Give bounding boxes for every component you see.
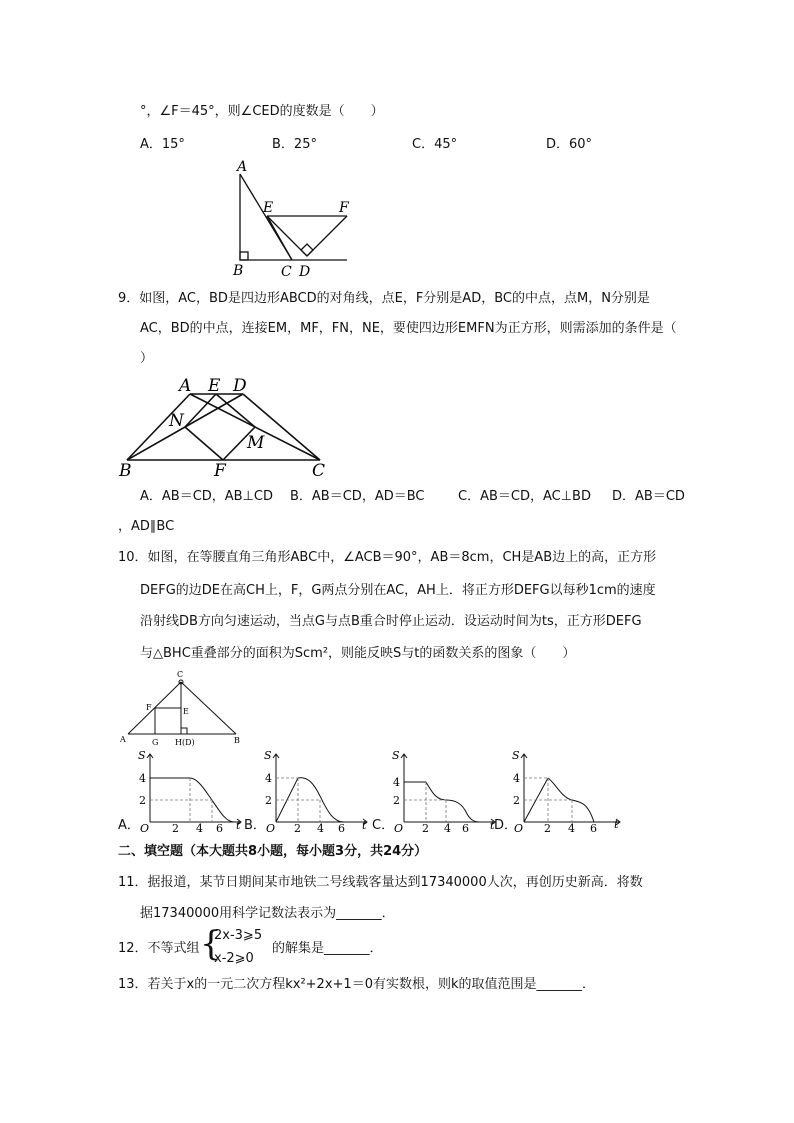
q12-brace: { [200,924,222,964]
q10-b-origin: O [266,822,276,832]
q10-a-xtick-2: 2 [172,822,179,832]
q9-label-f: F [214,461,226,480]
q10-line1: 10．如图，在等腰直角三角形ABC中，∠ACB＝90°，AB＝8cm，CH是AB边上的高，正方形 [118,550,657,565]
q9-line1: 9．如图，AC，BD是四边形ABCD的对角线，点E，F分别是AD，BC的中点，点M，N分别是 [118,291,650,306]
q9-label-a: A [179,376,192,396]
q10-label-f: F [146,703,152,712]
q9-label-c: C [312,461,326,480]
q10-c-ytick-4: 4 [393,776,400,789]
q8-label-c: C [281,264,292,280]
q8-option-a: A．15° [140,137,185,152]
q10-label-c: C [177,670,184,679]
q10-c-xtick-6: 6 [462,822,469,832]
q9-label-b: B [119,461,132,480]
q10-a-xlabel: t [236,819,241,832]
q10-label-g: G [152,738,159,747]
q10-d-xtick-6: 6 [590,822,597,832]
q12-ineq1: 2x-3⩾5 [214,928,263,943]
q10-d-ytick-4: 4 [513,772,520,785]
q10-a-xtick-6: 6 [216,822,223,832]
q9-option-b: B．AB＝CD，AD＝BC [290,489,425,504]
q10-b-xlabel: t [362,819,367,832]
q9-option-c: C．AB＝CD，AC⊥BD [458,489,591,504]
q13-line1: 13．若关于x的一元二次方程kx²+2x+1＝0有实数根，则k的取值范围是_______． [118,977,595,992]
q10-graph-d [510,748,628,832]
q9-label-e: E [208,376,221,396]
q8-option-d: D．60° [546,137,593,152]
q9-line2: AC，BD的中点，连接EM，MF，FN，NE，要使四边形EMFN为正方形，则需添加的条件是（ [140,321,677,336]
q11-line2: 据17340000用科学记数法表示为_______． [140,906,395,921]
q8-label-b: B [233,263,244,279]
q8-label-f: F [339,200,349,216]
q8-label-a: A [237,159,248,175]
q10-a-xtick-4: 4 [196,822,203,832]
q8-label-e: E [263,200,274,216]
q10-c-xtick-4: 4 [444,822,451,832]
q10-a-ytick-4: 4 [139,772,146,785]
q10-b-ytick-4: 4 [265,772,272,785]
q10-d-xtick-4: 4 [568,822,575,832]
q10-d-ytick-2: 2 [513,794,520,807]
q9-option-d: D．AB＝CD [612,489,685,504]
q10-c-xlabel: t [490,819,495,832]
q10-label-b: B [234,736,240,745]
q10-opt-a-label: A． [118,818,140,833]
q8-stem: °，∠F＝45°，则∠CED的度数是（ ） [140,104,384,119]
q10-a-origin: O [140,822,150,832]
q8-label-d: D [299,264,311,280]
q10-b-xtick-2: 2 [294,822,301,832]
q9-option-a: A．AB＝CD，AB⊥CD [140,489,274,504]
q9-label-m: M [247,433,265,453]
q10-c-ytick-2: 2 [393,794,400,807]
q12-ineq2: x-2⩾0 [214,951,254,966]
q10-graph-c [390,748,502,832]
q8-option-b: B．25° [272,137,317,152]
q9-label-d: D [233,376,247,396]
q10-c-xtick-2: 2 [422,822,429,832]
q12-prefix: 12．不等式组 [118,941,200,956]
q10-opt-d-label: D． [494,818,518,833]
q10-d-ylabel: S [512,749,520,762]
q10-d-xtick-2: 2 [544,822,551,832]
q10-opt-b-label: B． [244,818,266,833]
q10-graph-a [136,748,248,832]
q10-opt-c-label: C． [372,818,395,833]
q10-b-xtick-4: 4 [317,822,324,832]
q10-line2: DEFG的边DE在高CH上，F，G两点分别在AC，AH上．将正方形DEFG以每秒1cm的速度 [140,583,656,598]
q10-label-a: A [120,735,126,744]
q10-label-h: H(D) [175,738,195,747]
q10-d-origin: O [514,822,524,832]
q8-option-c: C．45° [412,137,458,152]
q9-option-d-cont: ，AD∥BC [118,519,175,534]
q9-line3: ） [140,351,154,366]
q10-b-xtick-6: 6 [338,822,345,832]
q10-d-xlabel: t [614,818,619,831]
q10-label-e: E [183,707,189,716]
q10-a-ytick-2: 2 [139,794,146,807]
q10-c-ylabel: S [392,749,400,762]
q10-a-ylabel: S [138,749,146,762]
q10-line3: 沿射线DB方向匀速运动，当点G与点B重合时停止运动．设运动时间为ts，正方形DEFG [140,614,642,629]
q10-b-ytick-2: 2 [265,794,272,807]
q10-line4: 与△BHC重叠部分的面积为Scm²，则能反映S与t的函数关系的图象（ ） [140,646,576,661]
q10-c-origin: O [394,822,404,832]
q8-figure [225,158,355,280]
q10-graph-b [262,748,374,832]
q9-figure [115,372,340,480]
q10-figure [118,666,246,748]
q12-suffix: 的解集是_______． [272,941,383,956]
section-title-fill-in: 二、填空题（本大题共8小题，每小题3分，共24分） [118,844,428,859]
q9-label-n: N [169,411,184,431]
q11-line1: 11．据报道，某节日期间某市地铁二号线载客量达到17340000人次，再创历史新高．将数 [118,875,643,890]
q10-b-ylabel: S [264,749,272,762]
